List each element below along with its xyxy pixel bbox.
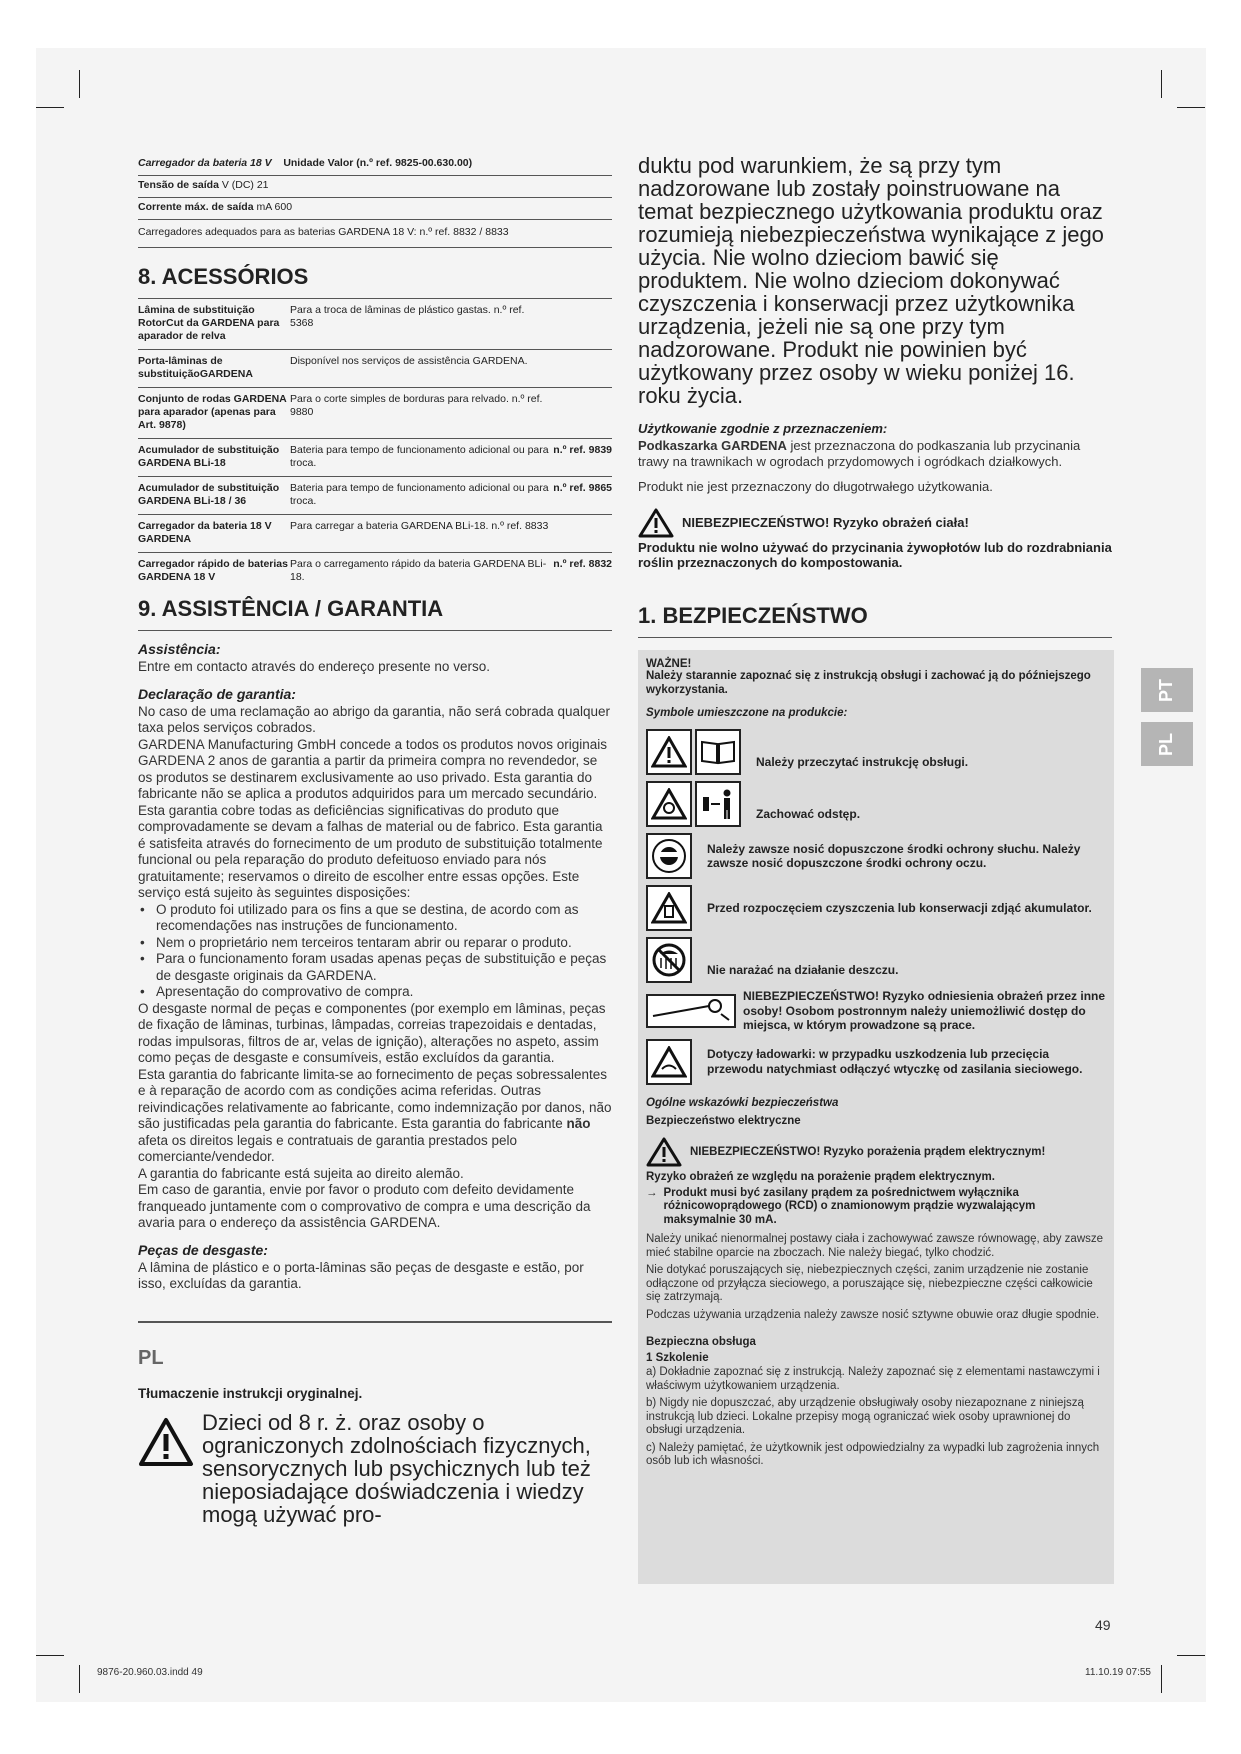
intended-use-text: Podkaszarka GARDENA jest przeznaczona do podkaszania lub przycinania trawy na trawnikach w ogrodach przydomowych i ogródkach działkowych. [638, 438, 1081, 469]
wear-parts-heading: Peças de desgaste: [138, 1241, 268, 1258]
danger-injury: NIEBEZPIECZEŃSTWO! Ryzyko obrażeń ciała! Produktu nie wolno używać do przycinania żywopłotów lub do rozdrabniania roślin przeznaczonych do kompostowania. [638, 508, 1112, 571]
accessory-row: Acumulador de substituição GARDENA BLi-18 / 36 Bateria para tempo de funcionamento adicional ou para troca. n.º ref. 9865 [138, 477, 612, 515]
list-item: • Nem o proprietário nem terceiros tentaram abrir ou reparar o produto. [152, 935, 612, 952]
no-rain-icon [646, 937, 692, 983]
battery-warning-icon [646, 885, 692, 931]
right-column [638, 154, 1112, 638]
children-warning [138, 1411, 612, 1526]
spec-row: Carregadores adequados para as baterias GARDENA 18 V: n.º ref. 8832 / 8833 [138, 220, 612, 248]
tab-pl[interactable]: PL [1141, 722, 1193, 766]
accessories-heading: 8. ACESSÓRIOS [138, 248, 612, 299]
list-item: • O produto foi utilizado para os fins a que se destina, de acordo com as recomendações nas instruções de funcionamento. [152, 902, 612, 935]
crop-mark [1177, 1655, 1205, 1656]
safety-text: Nie dotykać poruszających się, niebezpiecznych części, zanim urządzenie nie zostanie odłączone od przyłącza sieciowego, a poruszające się, niebezpieczne części całkowicie się zatrzymają. [646, 1264, 1093, 1303]
warranty-p5: A garantia do fabricante está sujeita ao direito alemão. [138, 1165, 464, 1181]
warranty-declaration-heading: Declaração de garantia: [138, 685, 296, 702]
symbol-keep-distance: Zachować odstęp. [646, 781, 1106, 827]
crop-mark [36, 107, 64, 108]
intended-use-text-2: Produkt nie jest przeznaczony do długotrwałego użytkowania. [638, 479, 993, 494]
protection-gear-icon [646, 833, 692, 879]
spec-row: Tensão de saída V (DC) 21 [138, 176, 612, 198]
crop-mark [36, 1655, 64, 1656]
warning-triangle-icon [646, 781, 692, 827]
safety-text: Podczas używania urządzenia należy zawsze nosić sztywne obuwie oraz długie spodnie. [646, 1308, 1100, 1321]
list-item: • Apresentação do comprovativo de compra. [152, 984, 612, 1001]
spec-row: Carregador da bateria 18 V Unidade Valor (n.º ref. 9825-00.630.00) [138, 154, 612, 176]
training-item: a) Dokładnie zapoznać się z instrukcją. Należy zapoznać się z elementami nastawczymi i właściwym użytkowaniem urządzenia. [646, 1366, 1100, 1392]
accessory-row: Carregador da bateria 18 V GARDENA Para carregar a bateria GARDENA BLi-18. n.º ref. 8833 [138, 515, 612, 553]
training-heading: 1 Szkolenie [646, 1352, 709, 1364]
assistance-text: Entre em contacto através do endereço presente no verso. [138, 659, 490, 674]
warning-triangle-icon [646, 1137, 682, 1167]
crop-mark [1161, 70, 1162, 98]
translation-note: Tłumaczenie instrukcji oryginalnej. [138, 1385, 363, 1401]
warning-triangle-icon [646, 729, 692, 775]
electrical-safety-heading: Bezpieczeństwo elektryczne [646, 1114, 801, 1127]
important-text: Należy starannie zapoznać się z instrukcją obsługi i zachować ją do późniejszego wykorzystania. [646, 670, 1091, 696]
symbol-hearing-eye-protection: Należy zawsze nosić dopuszczone środki ochrony słuchu. Należy zawsze nosić dopuszczone środki ochrony oczu. [646, 833, 1106, 879]
safe-operation-heading: Bezpieczna obsługa [646, 1336, 756, 1348]
symbol-no-rain: Nie narażać na działanie deszczu. [646, 937, 1106, 983]
warranty-heading: 9. ASSISTÊNCIA / GARANTIA [138, 590, 612, 631]
warranty-p2: GARDENA Manufacturing GmbH concede a todos os produtos novos originais GARDENA 2 anos de garantia a partir da primeira compra no revendedor, se os produtos se destinarem exclusivamente ao uso privado. Esta garantia do fabricante não se aplica a produtos adquiridos para um mercado secundário. Esta garantia cobre todas as deficiências significativas do produto que comprovadamente se devam a falhas de material ou de fabrico. Esta garantia é satisfeita através do fornecimento de um produto de substituição totalmente funcional ou pela reparação do produto defeituoso enviado para nós gratuitamente; reservamos o direito de escolher entre essas opções. Este serviço está sujeito às seguintes disposições: [138, 736, 607, 900]
symbol-read-manual: Należy przeczytać instrukcję obsługi. [646, 729, 1106, 775]
safety-heading: 1. BEZPIECZEŃSTWO [638, 589, 1112, 638]
list-item: • Para o funcionamento foram usadas apenas peças de substituição e peças de desgaste originais da GARDENA. [152, 951, 612, 984]
book-icon [695, 729, 741, 775]
pl-divider [138, 1321, 612, 1323]
symbol-remove-battery: Przed rozpoczęciem czyszczenia lub konserwacji zdjąć akumulator. [646, 885, 1106, 931]
intended-use-heading: Użytkowanie zgodnie z przeznaczeniem: [638, 421, 888, 436]
accessory-row: Porta-lâminas de substituiçãoGARDENA Disponível nos serviços de assistência GARDENA. [138, 350, 612, 388]
warning-triangle-icon [646, 1039, 692, 1085]
electric-risk-text: Ryzyko obrażeń ze względu na porażenie prądem elektrycznym. [646, 1170, 995, 1183]
accessory-row: Acumulador de substituição GARDENA BLi-18 Bateria para tempo de funcionamento adicional ou para troca. n.º ref. 9839 [138, 439, 612, 477]
tab-pt[interactable]: PT [1141, 668, 1193, 712]
training-item: c) Należy pamiętać, że użytkownik jest odpowiedzialny za wypadki lub zagrożenia innych osób lub ich własności. [646, 1441, 1100, 1467]
assistance-heading: Assistência: [138, 641, 221, 657]
children-warning-continued: duktu pod warunkiem, że są przy tym nadzorowane lub zostały poinstruowane na temat bezpiecznego użytkowania produktu oraz rozumieją niebezpieczeństwa wynikające z jego użycia. Nie wolno dzieciom bawić się produktem. Nie wolno dzieciom dokonywać czyszczenia i konserwacji przez użytkownika urządzenia, jeżeli nie są one przy tym nadzorowane. Produkt nie powinien być użytkowany przez osoby w wieku poniżej 16. roku życia. [638, 153, 1104, 408]
accessory-row: Conjunto de rodas GARDENA para aparador (apenas para Art. 9878) Para o corte simples de borduras para relvado. n.º ref. 9880 [138, 388, 612, 439]
person-distance-icon [695, 781, 741, 827]
symbol-bystanders: NIEBEZPIECZEŃSTWO! Ryzyko odniesienia obrażeń przez inne osoby! Osobom postronnym należy uniemożliwić dostęp do miejsca, w którym prowadzone są prace. [646, 989, 1106, 1033]
general-safety-heading: Ogólne wskazówki bezpieczeństwa [646, 1096, 839, 1109]
crop-mark [79, 1665, 80, 1693]
trimmer-icon [646, 994, 736, 1028]
warranty-p1: No caso de uma reclamação ao abrigo da garantia, não será cobrada qualquer taxa pelos serviços cobrados. [138, 703, 611, 735]
warning-triangle-icon [138, 1417, 194, 1467]
warranty-p6: Em caso de garantia, envie por favor o produto com defeito devidamente franqueado juntamente com o comprovativo de compra e uma descrição da avaria para o endereço da assistência GARDENA. [138, 1182, 591, 1230]
page-number: 49 [1095, 1617, 1111, 1633]
arrow-right-icon: → [646, 1186, 658, 1199]
training-item: b) Nigdy nie dopuszczać, aby urządzenie obsługiwały osoby niezapoznane z niniejszą instrukcją lub dzieci. Lokalne przepisy mogą ograniczać wiek osoby uprawnionej do obsługi urządzenia. [646, 1397, 1084, 1436]
wear-parts-text: A lâmina de plástico e o porta-lâminas são peças de desgaste e estão, por isso, excluídas da garantia. [138, 1259, 584, 1291]
safety-box [638, 650, 1114, 1584]
warranty-conditions [138, 902, 612, 1001]
symbols-heading: Symbole umieszczone na produkcie: [646, 707, 848, 719]
safety-text: Należy unikać nienormalnej postawy ciała i zachowywać zawsze równowagę, aby zawsze mieć stabilne oparcie na zboczach. Nie należy biegać, tylko chodzić. [646, 1233, 1104, 1259]
spec-row: Corrente máx. de saída mA 600 [138, 198, 612, 220]
crop-mark [1161, 1665, 1162, 1693]
rcd-instruction: → Produkt musi być zasilany prądem za pośrednictwem wyłącznika różnicowoprądowego (RCD) o znamionowym prądzie wyzwalającym maksymalnie 30 mA. [646, 1186, 1036, 1226]
warranty-p3: O desgaste normal de peças e componentes (por exemplo em lâminas, peças de fixação de lâminas, turbinas, lâmpadas, correias trapezoidais e dentadas, rodas impulsoras, filtros de ar, velas de ignição), alterações no aspeto, assim como peças de desgaste e consumíveis, estão excluídos da garantia. [138, 1000, 606, 1065]
footer-date: 11.10.19 07:55 [1085, 1667, 1151, 1678]
warranty-p4: Esta garantia do fabricante limita-se ao fornecimento de peças sobressalentes e à reparação de acordo com as condições acima referidas. Outras reivindicações relativamente ao fabricante, como indemnização por danos, não são justificadas pela garantia do fabricante. Esta garantia do fabricante não afeta os direitos legais e contratuais de garantia prestados pelo comerciante/vendedor. [138, 1066, 612, 1164]
crop-mark [1177, 107, 1205, 108]
symbol-charger-cable: Dotyczy ładowarki: w przypadku uszkodzenia lub przecięcia przewodu natychmiast odłączyć wtyczkę od zasilania sieciowego. [646, 1039, 1106, 1085]
danger-electric: NIEBEZPIECZEŃSTWO! Ryzyko porażenia prądem elektrycznym! [646, 1137, 1106, 1167]
children-warning-text: Dzieci od 8 r. ż. oraz osoby o ograniczonych zdolnościach fizycznych, sensorycznych lub psychicznych lub też nieposiadające doświadczenia i wiedzy mogą używać pro- [202, 1409, 591, 1527]
footer-file: 9876-20.960.03.indd 49 [97, 1667, 203, 1678]
crop-mark [79, 70, 80, 98]
warning-triangle-icon [638, 508, 674, 538]
important-label: WAŻNE! [646, 658, 692, 670]
accessory-row: Lâmina de substituição RotorCut da GARDENA para aparador de relva Para a troca de lâminas de plástico gastas. n.º ref. 5368 [138, 299, 612, 350]
accessory-row: Carregador rápido de baterias GARDENA 18 V Para o carregamento rápido da bateria GARDENA BLi-18. n.º ref. 8832 [138, 558, 612, 583]
pl-language-heading: PL [138, 1346, 164, 1369]
left-column [138, 154, 612, 1526]
